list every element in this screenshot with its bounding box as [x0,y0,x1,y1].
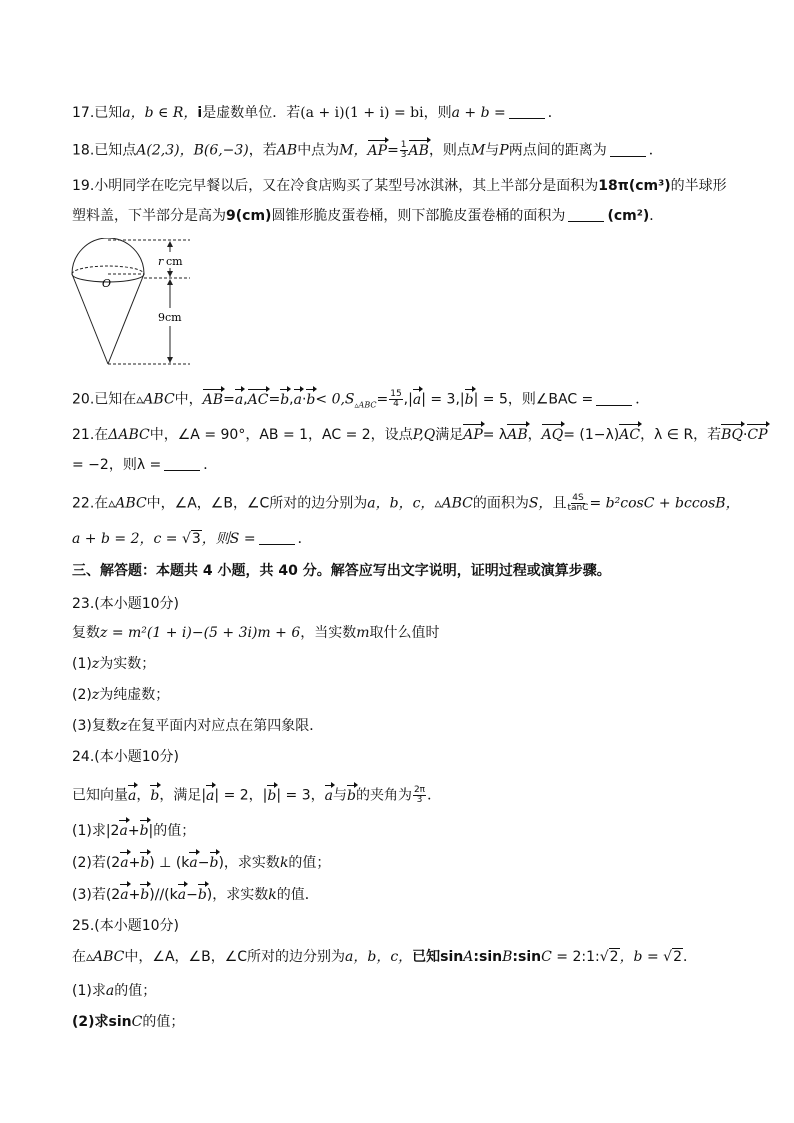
question-25-stem [72,948,697,966]
vector: a [324,787,333,804]
question-24-part3 [72,886,319,904]
text: 的值； [114,983,157,999]
text: (3)若(2 [72,887,121,903]
text: 的值； [288,855,331,871]
label-height: 9cm [158,311,182,324]
text: 的值； [142,1014,185,1030]
text: 已知向量 [72,787,128,804]
math: k [268,887,277,903]
vector: AB [507,427,528,443]
text: = [376,391,389,408]
text: ，满足| [159,787,207,804]
vector: b [140,887,150,903]
text: 在复平面内对应点在第四象限． [127,718,324,734]
numerator: 4S [572,493,584,503]
text: ，若 [248,142,277,159]
vector: a [119,823,128,839]
r-arrowhead-top [167,241,173,247]
fraction [389,390,402,409]
question-19-line2 [72,207,663,225]
fraction [567,494,588,513]
vector: b [280,391,290,408]
text: :sin [512,949,542,965]
h-arrowhead-bottom [167,357,173,363]
math: z [91,687,100,703]
text: ． [203,457,218,473]
math: C [541,949,552,965]
text: ． [649,208,664,224]
math: a，b，c， [345,949,413,965]
question-24-head: 24.(本小题10分) [72,749,180,765]
math: ▵ABC [434,495,473,512]
vector: a [293,391,302,408]
text: = −2，则λ = [72,457,162,473]
text: ，当实数 [300,625,357,641]
question-19-line1 [72,177,727,195]
text: 中，∠A = 90°，AB = 1，AC = 2，设点 [149,427,413,443]
math: z [119,718,128,734]
text: − [186,887,198,903]
vector: b [346,787,356,804]
question-number: 22. [72,495,95,512]
text: ． [635,391,650,408]
question-number: 20. [72,391,95,408]
vector: CP [747,427,768,443]
text: | = 2，| [214,787,268,804]
text: 已知点 [94,142,137,159]
math: 18π(cm³) [598,178,671,194]
text: ． [547,105,562,121]
fraction [413,786,426,805]
text: 在 [94,495,109,512]
label-r: r [158,255,164,268]
text: 为纯虚数； [99,687,170,703]
text: | = 5，则∠BAC = [473,391,594,408]
text: :sin [473,949,503,965]
question-23-head: 23.(本小题10分) [72,596,180,612]
question-25-head: 25.(本小题10分) [72,918,180,934]
text: ) ⊥ (k [149,855,190,871]
text: 的值． [276,887,319,903]
denominator: 3 [416,795,423,805]
math: A [463,949,474,965]
text: ． [648,142,663,159]
ice-cream-cone-figure [66,238,196,368]
vector: AP [463,427,483,443]
text: (1) [72,656,92,672]
text: (3)复数 [72,718,120,734]
text: − [197,855,210,871]
vector: b [139,823,149,839]
vector: b [140,855,150,871]
math: 9(cm) [226,208,272,224]
text: = (1−λ) [563,427,620,443]
subscript: ▵ABC [354,400,377,410]
text: )，求实数 [206,887,269,903]
sqrt: √3 [181,531,201,547]
math: ▵ABC [136,391,175,408]
math: (cm²) [607,208,650,224]
numerator: 2π [413,785,426,795]
text: 的半球形 [670,178,727,194]
question-24-part1 [72,822,195,840]
text: ， [527,427,542,443]
text: 塑料盖，下半部分是高为 [72,208,226,224]
math: M [470,142,486,159]
text: · [742,427,748,443]
math: = b²cosC + bccosB， [589,495,740,512]
text: + [128,887,141,903]
text: (1)求|2 [72,823,120,839]
question-number: 19. [72,178,95,194]
vector: b [197,887,207,903]
text: 中，∠A，∠B，∠C所对的边分别为 [124,949,346,965]
answer-blank[interactable] [568,209,604,222]
text: ，λ ∈ R，若 [640,427,722,443]
question-25-part1 [72,982,156,1000]
answer-blank[interactable] [509,106,545,119]
text: | = 3,| [421,391,465,408]
math: k [279,855,289,871]
text: 在 [72,949,86,965]
text: ,| [403,391,413,408]
h-arrowhead-top [167,279,173,285]
question-number: 18. [72,142,95,159]
cone-right-edge [108,274,144,364]
question-20 [72,390,649,414]
radicand: 3 [191,531,201,547]
vector: a [412,391,422,408]
answer-blank[interactable] [259,532,295,545]
math: z = m²(1 + i)−(5 + 3i)m + 6 [100,625,301,641]
vector: BQ [721,427,743,443]
text: · [301,391,307,408]
question-24-stem [72,786,441,805]
vector: AB [408,142,429,159]
text: (1)求 [72,983,106,999]
text: |的值； [148,823,196,839]
fraction [400,141,408,160]
question-24-part2 [72,854,330,872]
math: C [131,1014,143,1030]
question-22-line1 [72,494,740,513]
vector: a [128,787,137,804]
text: = λ [482,427,508,443]
vector: AB [202,391,224,408]
text: ， [136,787,151,804]
math: AB [276,142,298,159]
vector: AC [247,391,269,408]
vector: a [177,887,187,903]
vector: a [120,887,129,903]
text: 已知 [94,105,123,121]
vector: a [120,855,129,871]
question-17 [72,104,562,122]
text: + [127,823,140,839]
text: (2)若(2 [72,855,121,871]
math: B [502,949,513,965]
text: = [223,391,235,408]
text: )//(k [149,887,178,903]
question-23-part3 [72,717,323,735]
text: ． [297,531,312,547]
answer-blank[interactable] [164,458,200,471]
text: | = 3， [276,787,325,804]
text: 且 [552,495,567,512]
denominator: 3 [400,150,407,160]
text: 满足 [435,427,464,443]
question-number: 21. [72,427,95,443]
text: 在 [94,427,109,443]
text: 的夹角为 [355,787,412,804]
text: 已知sin [412,949,464,965]
section-heading: 三、解答题：本题共 4 小题，共 40 分。解答应写出文字说明，证明过程或演算步骤。 [72,563,611,579]
text: + [128,855,141,871]
vector: AQ [541,427,564,443]
vector: b [464,391,474,408]
question-22-line2 [72,530,312,548]
vector: a [234,391,244,408]
answer-blank[interactable] [596,393,632,406]
math: a，b，c， [367,495,435,512]
text: 的面积为 [472,495,529,512]
math: ▵ABC [86,949,125,965]
vector: b [209,855,219,871]
text: = [268,391,281,408]
label-o: O [102,277,112,290]
math: a，b ∈ R， [122,105,198,121]
text: 圆锥形脆皮蛋卷桶，则下部脆皮蛋卷桶的面积为 [271,208,566,224]
radicand: 2 [609,949,619,965]
math: < 0,S [315,391,355,408]
math: a + b = [451,105,506,121]
math: m [356,625,370,641]
text: 取什么值时 [369,625,440,641]
vector: AC [619,427,641,443]
math: M， [339,142,368,159]
text: 小明同学在吃完早餐以后，又在冷食店购买了某型号冰淇淋，其上半部分是面积为 [94,178,599,194]
text: 复数 [72,625,100,641]
radicand: 2 [673,949,682,965]
text: , [289,391,294,408]
numerator: 1 [400,140,407,150]
text: = [387,142,399,159]
question-23-part1 [72,655,155,673]
vector: b [150,787,160,804]
math: P,Q [412,427,436,443]
text: = 2:1: [551,949,600,965]
text: 与 [332,787,347,804]
label-cm: cm [166,255,183,268]
question-23-stem [72,624,440,642]
question-18 [72,141,663,160]
text: 为实数； [99,656,156,672]
text: (2)求sin [72,1014,132,1030]
question-25-part2 [72,1013,184,1031]
math: A(2,3)，B(6,−3) [136,142,249,159]
sqrt: √2 [663,949,682,965]
math: i [197,105,203,121]
math: ▵ABC [108,495,147,512]
text: 中点为 [297,142,340,159]
text: 中， [174,391,203,408]
text: (2) [72,687,92,703]
math: a + b = 2，c = [72,531,182,547]
text: ，则点 [428,142,471,159]
denominator: 4 [393,399,399,409]
text: , [243,391,248,408]
question-number: 17. [72,105,95,121]
math: (a + i)(1 + i) = bi [300,105,424,121]
question-21-line2 [72,456,217,474]
text: 已知在 [94,391,137,408]
r-arrowhead-bottom [167,271,173,277]
text: ，则 [423,105,452,121]
answer-blank[interactable] [610,144,646,157]
math: ，则S = [201,531,256,547]
text: 两点间的距离为 [508,142,607,159]
text: ． [427,787,442,804]
text: 与 [485,142,500,159]
question-23-part2 [72,686,169,704]
math: ，b = [619,949,664,965]
vector: b [267,787,277,804]
text: ． [683,949,697,965]
vector: a [189,855,198,871]
question-21-line1 [72,426,768,444]
math: S， [528,495,553,512]
base-ellipse-back [72,266,144,274]
denominator: tanC [567,503,589,513]
text: 中，∠A，∠B，∠C所对的边分别为 [146,495,368,512]
text: 是虚数单位．若 [202,105,301,121]
math: a [105,983,115,999]
vector: a [206,787,215,804]
math: z [91,656,100,672]
sqrt: √2 [599,949,619,965]
vector: AP [367,142,388,159]
math: ΔABC [108,427,150,443]
vector: b [306,391,316,408]
numerator: 15 [390,389,402,399]
math: P [499,142,509,159]
text: )，求实数 [218,855,280,871]
